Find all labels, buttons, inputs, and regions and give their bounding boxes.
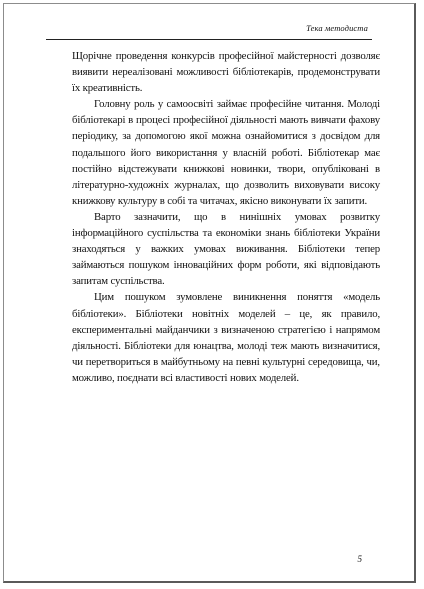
page-number: 5 [357,554,362,564]
document-page [3,3,416,583]
header-divider [46,39,372,40]
body-text [72,48,380,386]
paragraph: Щорічне проведення конкурсів професійної майстерності дозволяє виявити нереалізовані можливості бібліотекарів, продемонструвати їх креативність. [72,50,380,95]
running-head-title: Тека методиста [306,23,368,33]
paragraph: Головну роль у самоосвіті займає професійне читання. Молоді бібліотекарі в процесі професійної діяльності мають вивчати фахову періодику, за допомогою якої можна ознайомитися з досвідом для подальшого його використання у власній роботі. Бібліотекар має постійно відстежувати книжкові новинки, твори, опубліковані в літературно-художніх журналах, що дозволить виховувати високу книжкову культуру в собі та читачах, якісно виконувати їх запити. [72,98,380,207]
paragraph: Варто зазначити, що в нинішніх умовах розвитку інформаційного суспільства та економіки знань бібліотеки України знаходяться у важких умовах виживання. Бібліотеки тепер займаються пошуком інноваційних форм роботи, які відповідають запитам суспільства. [72,210,380,288]
paragraph: Цим пошуком зумовлене виникнення поняття «модель бібліотеки». Бібліотеки новітніх моделей – це, як правило, експериментальні майданчики з визначеною стратегією і напрямом діяльності. Бібліотеки для юнацтва, молоді теж мають визначитися, чи перетвориться в майбутньому на певні культурні середовища, чи, можливо, поєднати всі властивості нових моделей. [72,291,380,384]
